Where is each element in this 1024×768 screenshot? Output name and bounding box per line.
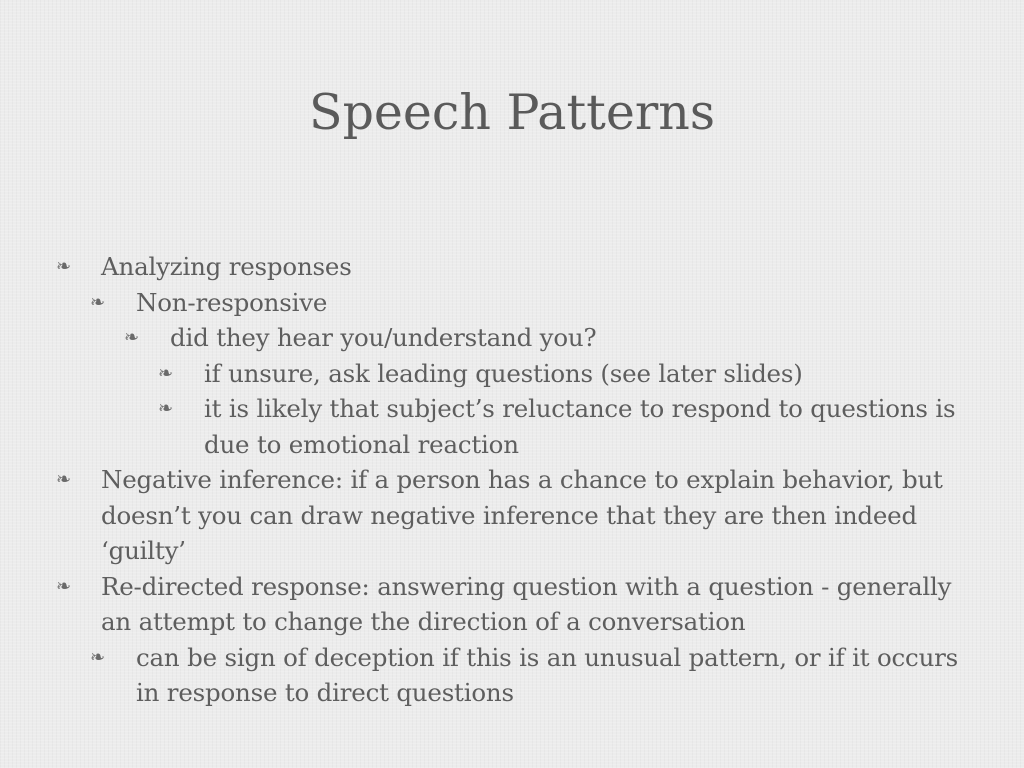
- list-item: [0, 285, 1024, 321]
- list-item-text: if unsure, ask leading questions (see later slides): [204, 358, 803, 388]
- list-item-text: Negative inference: if a person has a chance to explain behavior, but doesn’t you can draw negative inference that they are then indeed ‘guilty’: [101, 465, 943, 565]
- floral-heart-bullet-icon: ❧: [56, 575, 71, 597]
- slide-title: Speech Patterns: [309, 84, 715, 141]
- list-item: [0, 249, 1024, 285]
- list-item: [0, 391, 1024, 462]
- list-item-text: did they hear you/understand you?: [170, 323, 597, 352]
- list-item-text: Non-responsive: [136, 287, 328, 317]
- list-item-text: it is likely that subject’s reluctance to respond to questions is due to emotional reaction: [204, 394, 956, 459]
- bullet-list: [0, 249, 1024, 711]
- list-item-text: can be sign of deception if this is an unusual pattern, or if it occurs in response to direct questions: [136, 642, 959, 707]
- floral-heart-bullet-icon: ❧: [56, 469, 71, 490]
- floral-heart-bullet-icon: ❧: [158, 398, 173, 419]
- list-item: [0, 356, 1024, 392]
- list-item: [0, 462, 1024, 569]
- list-item-text: Analyzing responses: [101, 252, 352, 281]
- list-item-text: Re-directed response: answering question with a question - generally an attempt to change the direction of a conversation: [101, 571, 952, 636]
- list-item: [0, 569, 1024, 640]
- floral-heart-bullet-icon: ❧: [158, 362, 173, 384]
- floral-heart-bullet-icon: ❧: [124, 327, 139, 348]
- floral-heart-bullet-icon: ❧: [90, 646, 105, 668]
- floral-heart-bullet-icon: ❧: [56, 256, 71, 277]
- floral-heart-bullet-icon: ❧: [90, 291, 105, 313]
- list-item: [0, 640, 1024, 711]
- list-item: [0, 320, 1024, 356]
